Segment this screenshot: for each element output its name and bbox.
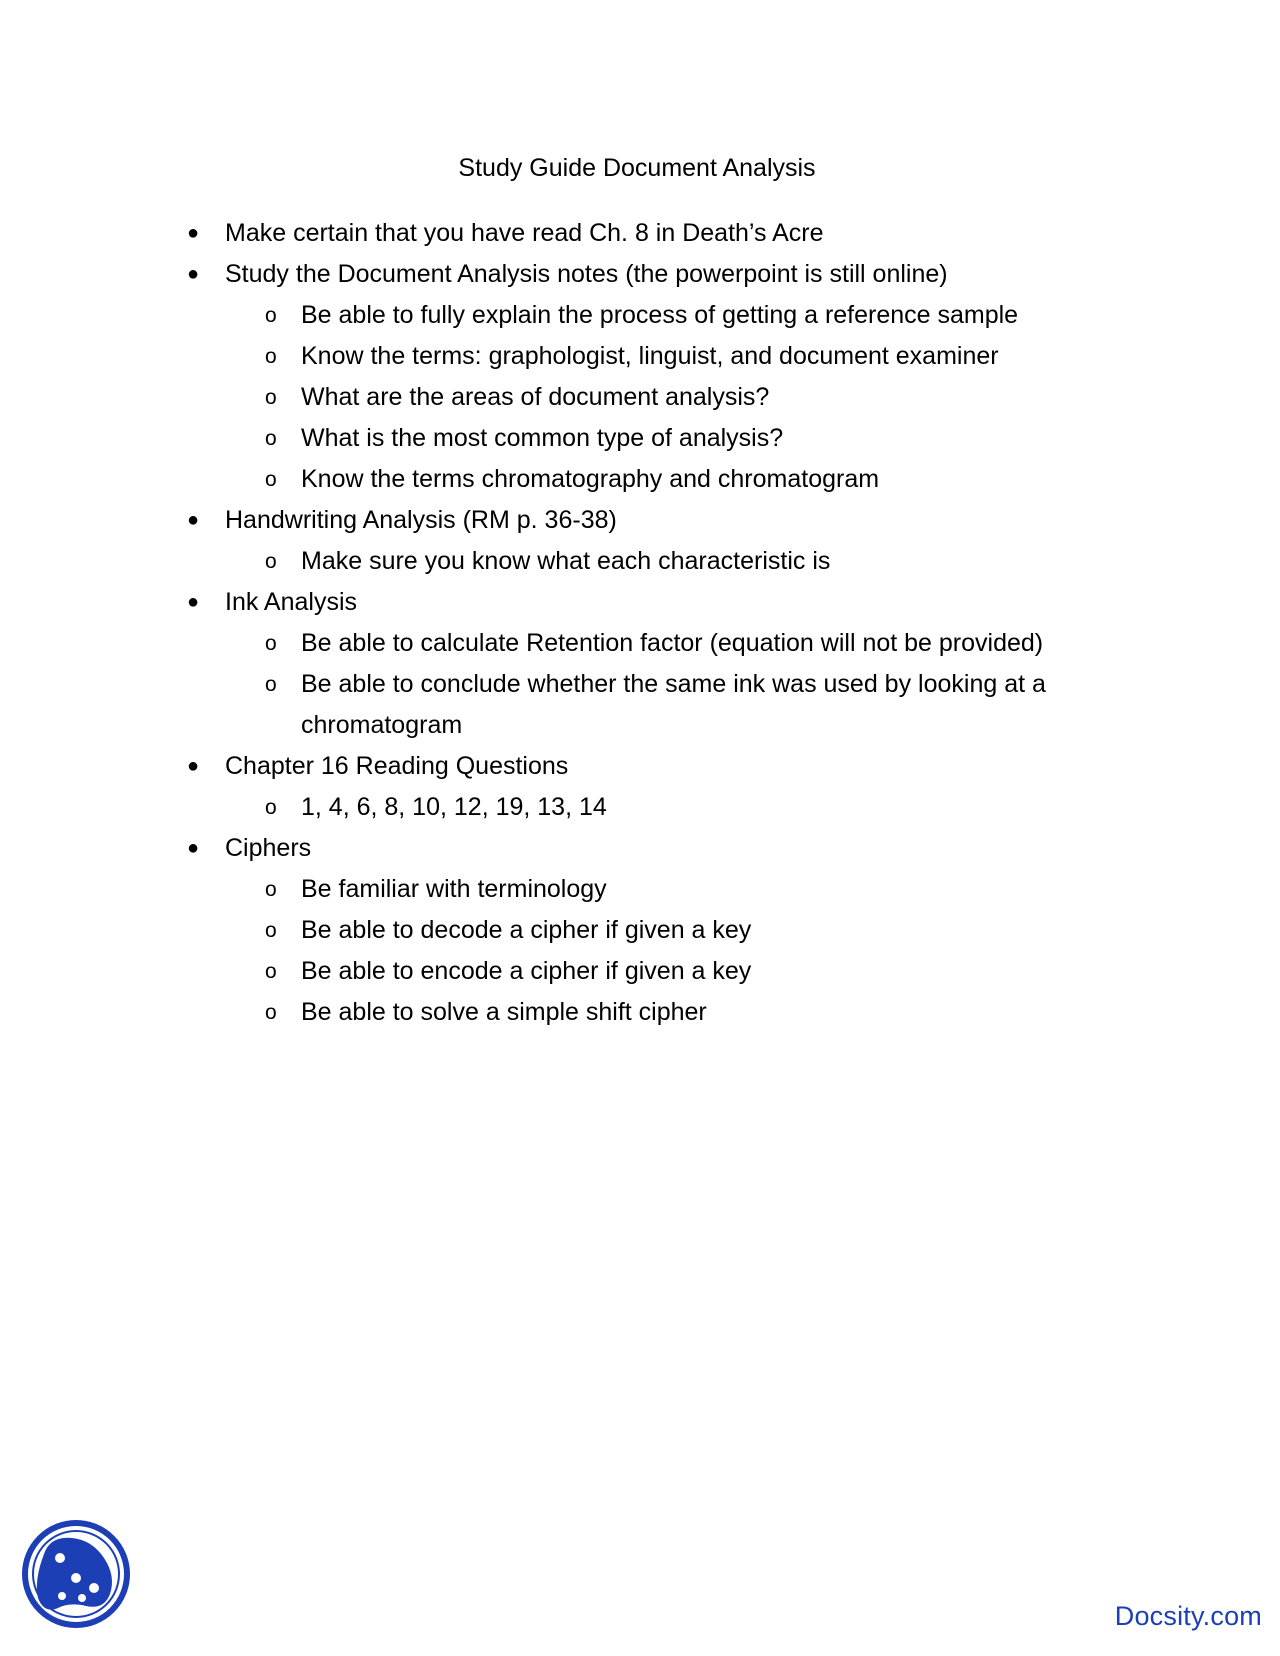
sub-list-item	[0, 664, 1280, 746]
sub-list-item-text: What are the areas of document analysis?	[301, 383, 770, 411]
circle-bullet-icon: o	[265, 796, 277, 819]
sub-list-item-text: What is the most common type of analysis?	[301, 424, 784, 452]
sub-list-item	[0, 910, 1280, 951]
sub-list-item-text: Be able to conclude whether the same ink was used by looking at a chromatogram	[301, 670, 1046, 739]
document-title: Study Guide Document Analysis	[458, 154, 816, 182]
sub-list-item-text: Know the terms: graphologist, linguist, and document examiner	[301, 342, 999, 370]
bullet-icon: ●	[187, 837, 200, 859]
list-item	[0, 254, 1280, 295]
bullet-icon: ●	[187, 222, 200, 244]
bullet-icon: ●	[187, 263, 200, 285]
sub-list-item-text: Be able to decode a cipher if given a key	[301, 916, 752, 944]
sub-list-item	[0, 459, 1280, 500]
list-item-text: Handwriting Analysis (RM p. 36-38)	[225, 506, 617, 534]
list-item	[0, 746, 1280, 787]
list-item-text: Study the Document Analysis notes (the powerpoint is still online)	[225, 260, 948, 288]
circle-bullet-icon: o	[265, 919, 277, 942]
sub-list-item-text: Be able to encode a cipher if given a key	[301, 957, 752, 985]
sub-list-item-text: Know the terms chromatography and chromatogram	[301, 465, 880, 493]
docsity-logo-icon[interactable]	[20, 1518, 132, 1630]
sub-list-item	[0, 992, 1280, 1033]
circle-bullet-icon: o	[265, 1001, 277, 1024]
sub-list-item-text: Be able to fully explain the process of getting a reference sample	[301, 301, 1019, 329]
bullet-icon: ●	[187, 755, 200, 777]
circle-bullet-icon: o	[265, 960, 277, 983]
circle-bullet-icon: o	[265, 427, 277, 450]
sub-list-item-text: Be familiar with terminology	[301, 875, 607, 903]
brand-link[interactable]: Docsity.com	[1114, 1601, 1262, 1631]
sub-list-item	[0, 418, 1280, 459]
sub-list-item	[0, 623, 1280, 664]
circle-bullet-icon: o	[265, 632, 277, 655]
sub-list-item	[0, 787, 1280, 828]
circle-bullet-icon: o	[265, 386, 277, 409]
sub-list-item	[0, 951, 1280, 992]
bullet-icon: ●	[187, 591, 200, 613]
list-item-text: Chapter 16 Reading Questions	[225, 752, 569, 780]
circle-bullet-icon: o	[265, 878, 277, 901]
bullet-icon: ●	[187, 509, 200, 531]
sub-list-item	[0, 336, 1280, 377]
sub-list-item	[0, 541, 1280, 582]
circle-bullet-icon: o	[265, 468, 277, 491]
circle-bullet-icon: o	[265, 345, 277, 368]
sub-list-item-text: Be able to solve a simple shift cipher	[301, 998, 707, 1026]
list-item-text: Make certain that you have read Ch. 8 in Death’s Acre	[225, 219, 824, 247]
circle-bullet-icon: o	[265, 550, 277, 573]
sub-list-item	[0, 295, 1280, 336]
list-item-text: Ink Analysis	[225, 588, 358, 616]
list-item	[0, 213, 1280, 254]
list-item-text: Ciphers	[225, 834, 312, 862]
sub-list-item-text: Make sure you know what each characteristic is	[301, 547, 831, 575]
sub-list-item	[0, 377, 1280, 418]
sub-list-item	[0, 869, 1280, 910]
circle-bullet-icon: o	[265, 304, 277, 327]
list-item	[0, 582, 1280, 623]
study-guide-list	[0, 213, 1280, 1033]
circle-bullet-icon: o	[265, 673, 277, 696]
sub-list-item-text: Be able to calculate Retention factor (equation will not be provided)	[301, 629, 1044, 657]
sub-list-item-text: 1, 4, 6, 8, 10, 12, 19, 13, 14	[301, 793, 607, 821]
list-item	[0, 828, 1280, 869]
list-item	[0, 500, 1280, 541]
